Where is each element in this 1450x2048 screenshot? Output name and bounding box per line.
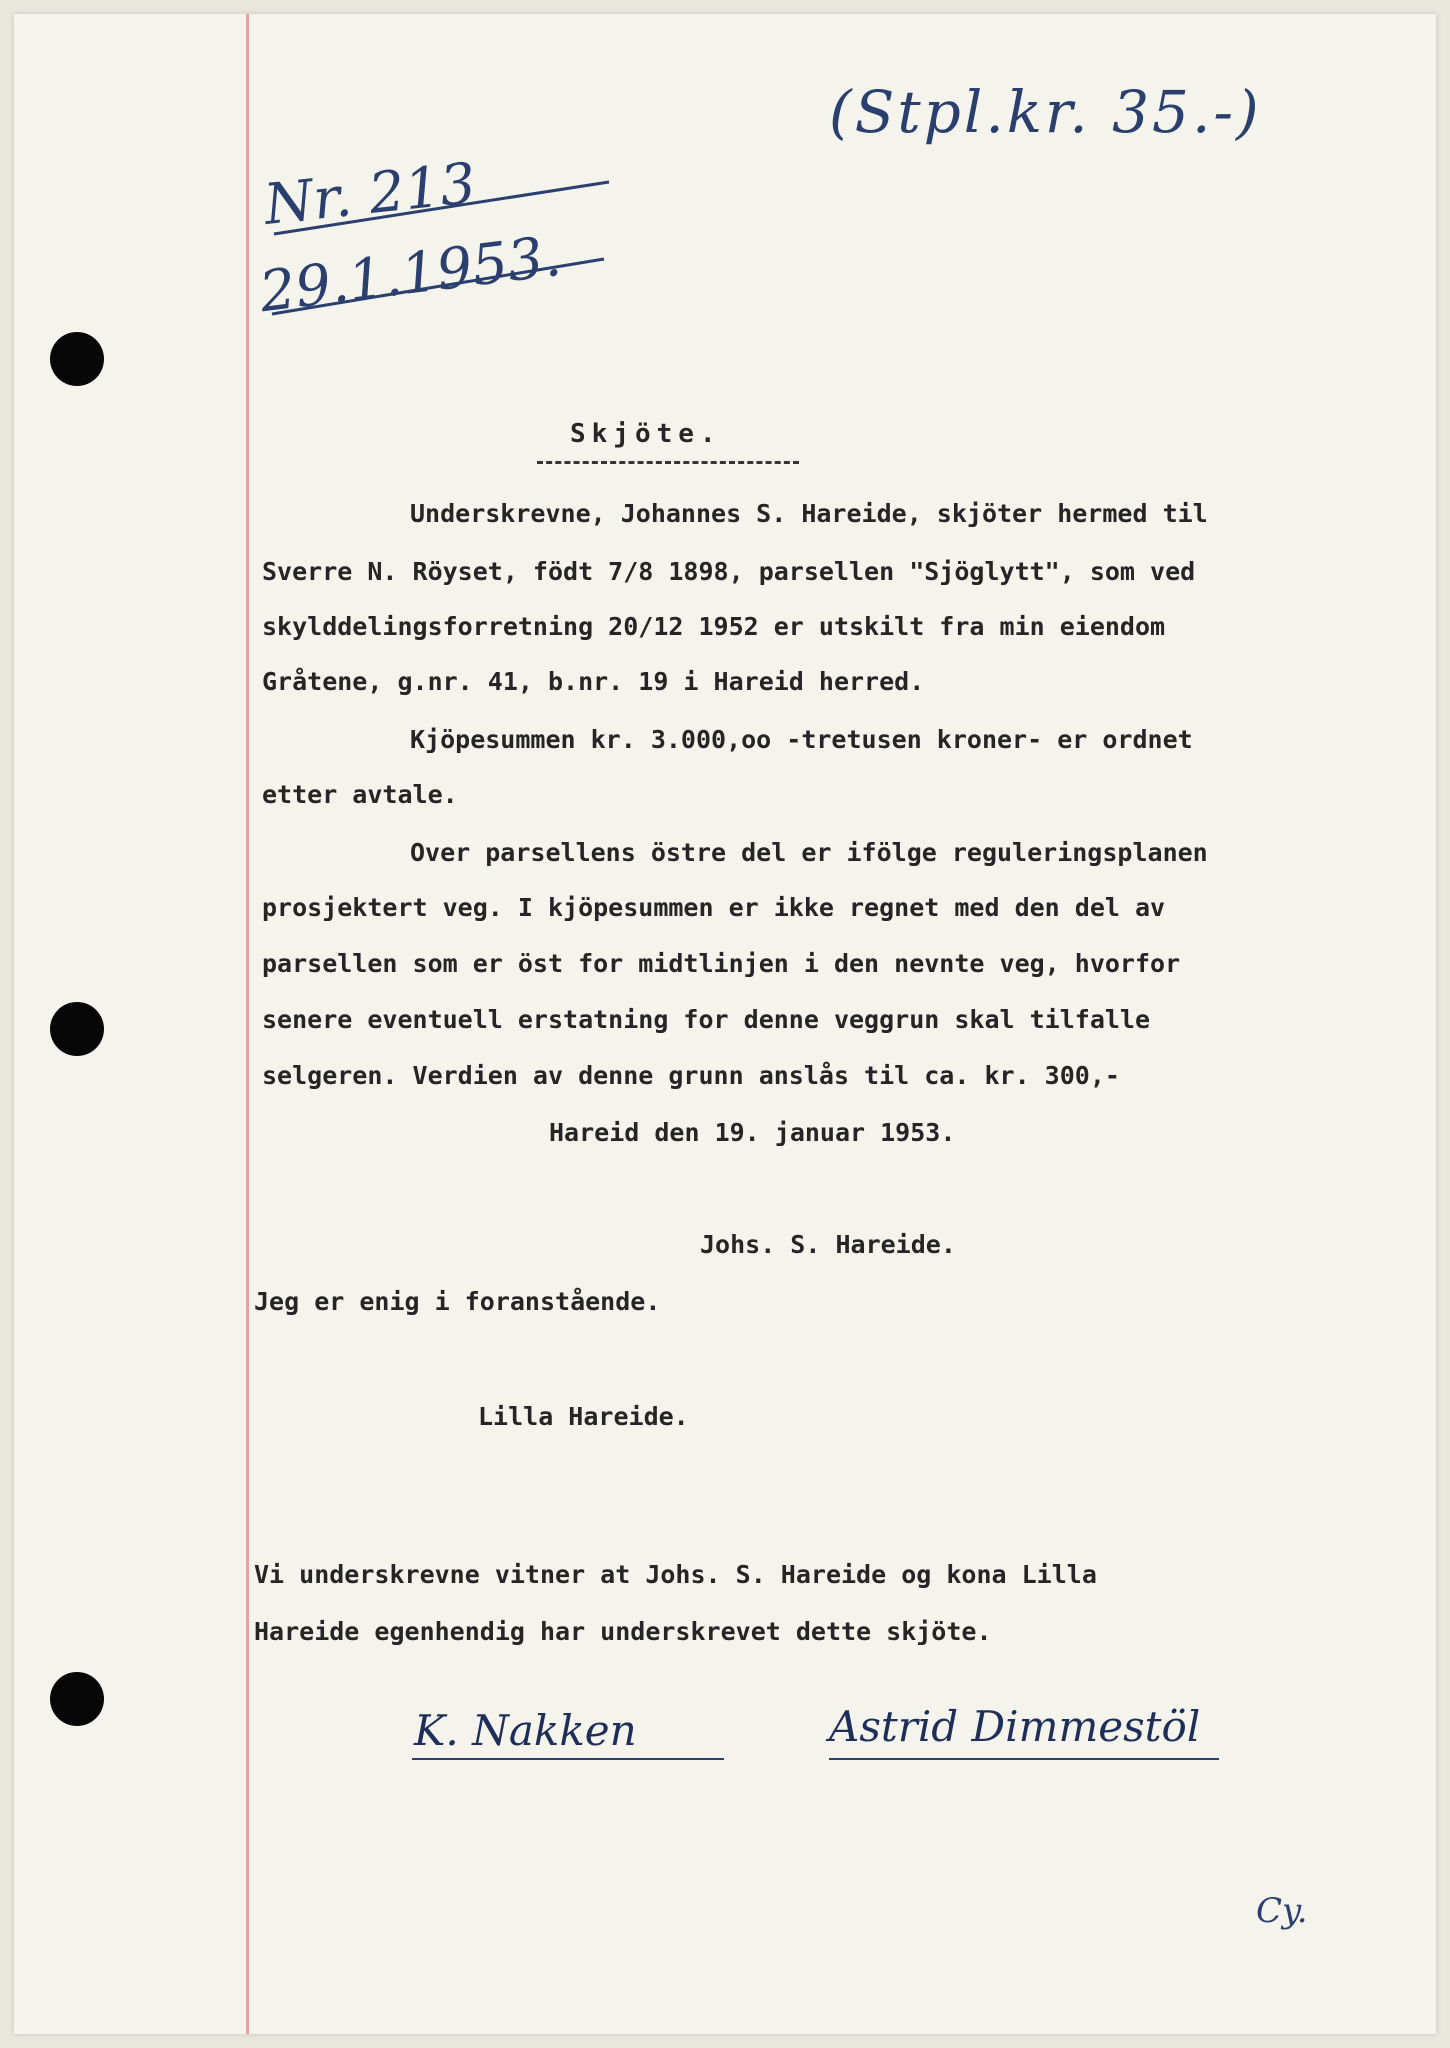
handwritten-initials: Cy.	[1256, 1891, 1308, 1931]
body-line: Gråtene, g.nr. 41, b.nr. 19 i Hareid herred.	[262, 667, 925, 696]
witness-signature-1: K. Nakken	[414, 1706, 637, 1755]
witness-line: Vi underskrevne vitner at Johs. S. Hareide og kona Lilla	[254, 1560, 1097, 1589]
place-date-line: Hareid den 19. januar 1953.	[549, 1118, 956, 1147]
handwritten-reference: (Stpl.kr. 35.-)	[829, 78, 1262, 146]
punch-hole	[50, 1672, 104, 1726]
handwritten-date: 29.1.1953.	[256, 223, 565, 326]
handwritten-underlines	[264, 164, 624, 324]
signature-line	[412, 1758, 724, 1760]
signature-line	[829, 1758, 1219, 1760]
body-line: prosjektert veg. I kjöpesummen er ikke regnet med den del av	[262, 893, 1166, 922]
body-line: selgeren. Verdien av denne grunn anslås til ca. kr. 300,-	[262, 1061, 1120, 1090]
body-line: etter avtale.	[262, 780, 458, 809]
margin-line	[246, 14, 249, 2034]
body-line: senere eventuell erstatning for denne veggrun skal tilfalle	[262, 1005, 1151, 1034]
body-line: parsellen som er öst for midtlinjen i den nevnte veg, hvorfor	[262, 949, 1181, 978]
body-line: skylddelingsforretning 20/12 1952 er utskilt fra min eiendom	[262, 612, 1166, 641]
body-line: Over parsellens östre del er ifölge reguleringsplanen	[410, 838, 1208, 867]
body-line: Sverre N. Röyset, födt 7/8 1898, parsellen "Sjöglytt", som ved	[262, 557, 1196, 586]
document-title: Skjöte.	[570, 419, 722, 449]
witness-line: Hareide egenhendig har underskrevet dette skjöte.	[254, 1617, 992, 1646]
body-line: Underskrevne, Johannes S. Hareide, skjöter hermed til	[410, 499, 1208, 528]
consent-line: Jeg er enig i foranstående.	[254, 1287, 661, 1316]
body-line: Kjöpesummen kr. 3.000,oo -tretusen kroner- er ordnet	[410, 725, 1193, 754]
spouse-name: Lilla Hareide.	[478, 1402, 689, 1431]
handwritten-number: Nr. 213	[261, 151, 479, 238]
title-underline	[537, 461, 799, 464]
punch-hole	[50, 332, 104, 386]
document-page	[14, 14, 1436, 2034]
witness-signature-2: Astrid Dimmestöl	[829, 1702, 1201, 1751]
seller-name: Johs. S. Hareide.	[700, 1230, 956, 1259]
punch-hole	[50, 1002, 104, 1056]
